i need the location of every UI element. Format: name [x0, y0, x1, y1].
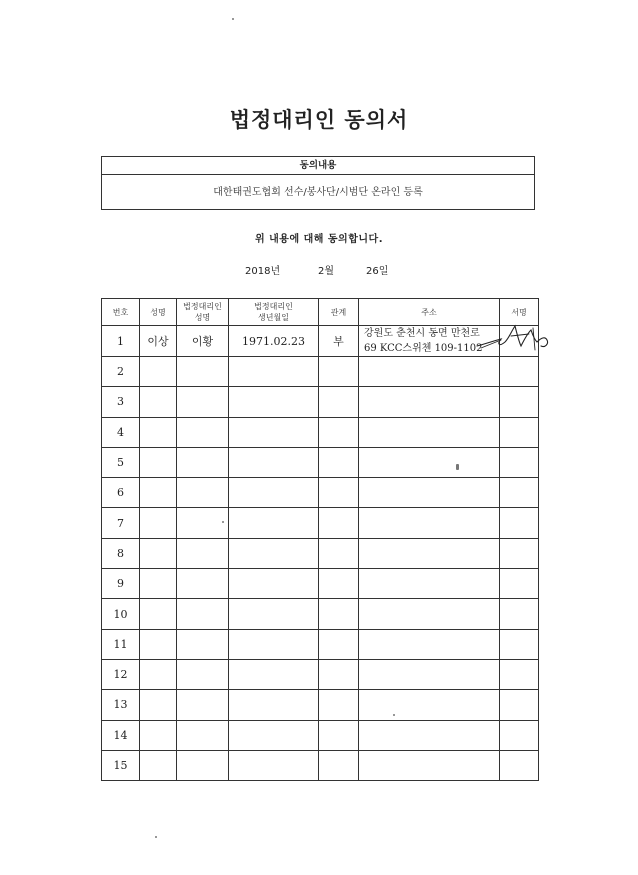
cell-address — [359, 447, 500, 477]
table-row — [102, 357, 539, 387]
table-row — [102, 569, 539, 599]
cell-guardian-name — [177, 659, 229, 689]
table-row — [102, 417, 539, 447]
col-header-signature: 서명 — [500, 299, 539, 326]
cell-guardian-name — [177, 508, 229, 538]
table-row — [102, 659, 539, 689]
cell-guardian-name — [177, 750, 229, 780]
cell-signature — [500, 357, 539, 387]
cell-no: 15 — [102, 750, 140, 780]
cell-relation — [319, 478, 359, 508]
date-line — [0, 262, 638, 276]
cell-address — [359, 387, 500, 417]
cell-guardian-name — [177, 387, 229, 417]
cell-address — [359, 508, 500, 538]
cell-relation — [319, 538, 359, 568]
cell-relation — [319, 599, 359, 629]
cell-guardian-name — [177, 690, 229, 720]
cell-signature — [500, 508, 539, 538]
table-row — [102, 690, 539, 720]
cell-relation — [319, 357, 359, 387]
cell-no: 5 — [102, 447, 140, 477]
cell-signature — [500, 629, 539, 659]
cell-name — [140, 447, 177, 477]
scan-speck — [232, 18, 234, 20]
date-year: 2018년 — [245, 266, 281, 277]
table-row — [102, 599, 539, 629]
cell-name — [140, 690, 177, 720]
cell-address — [359, 417, 500, 447]
table-row — [102, 629, 539, 659]
table-row — [102, 478, 539, 508]
cell-name — [140, 720, 177, 750]
col-header-name: 성명 — [140, 299, 177, 326]
col-header-no: 번호 — [102, 299, 140, 326]
cell-address — [359, 538, 500, 568]
cell-guardian-birth — [229, 690, 319, 720]
agreement-statement: 위 내용에 대해 동의합니다. — [254, 234, 383, 245]
cell-no: 6 — [102, 478, 140, 508]
cell-relation: 부 — [319, 326, 359, 357]
cell-no: 8 — [102, 538, 140, 568]
cell-address — [359, 569, 500, 599]
cell-signature — [500, 447, 539, 477]
consent-box — [101, 156, 535, 210]
cell-address — [359, 478, 500, 508]
cell-address — [359, 599, 500, 629]
cell-guardian-birth — [229, 447, 319, 477]
cell-no: 7 — [102, 508, 140, 538]
cell-guardian-name — [177, 538, 229, 568]
handwritten-signature — [475, 320, 555, 356]
cell-address: 강원도 춘천시 동면 만천로 69 KCC스위첸 109-1102 — [359, 326, 500, 357]
date-month: 2월 — [318, 266, 335, 277]
cell-name — [140, 417, 177, 447]
cell-signature — [500, 417, 539, 447]
cell-signature — [500, 478, 539, 508]
cell-guardian-birth — [229, 387, 319, 417]
col-header-address: 주소 — [359, 299, 500, 326]
cell-relation — [319, 569, 359, 599]
cell-name — [140, 629, 177, 659]
cell-guardian-birth — [229, 417, 319, 447]
cell-address — [359, 629, 500, 659]
cell-relation — [319, 720, 359, 750]
cell-no: 12 — [102, 659, 140, 689]
cell-relation — [319, 508, 359, 538]
cell-guardian-name — [177, 599, 229, 629]
cell-guardian-birth — [229, 659, 319, 689]
cell-name — [140, 659, 177, 689]
cell-guardian-birth — [229, 750, 319, 780]
cell-name — [140, 569, 177, 599]
scan-mark — [456, 464, 459, 470]
cell-name — [140, 478, 177, 508]
cell-guardian-birth — [229, 720, 319, 750]
cell-signature — [500, 599, 539, 629]
scan-speck — [222, 521, 224, 523]
cell-guardian-name — [177, 569, 229, 599]
cell-guardian-birth — [229, 538, 319, 568]
col-header-guardian-birth: 법정대리인 생년월일 — [229, 299, 319, 326]
table-header-row — [102, 299, 539, 326]
consent-header: 동의내용 — [102, 157, 534, 175]
date-day: 26일 — [366, 266, 389, 277]
cell-guardian-name — [177, 417, 229, 447]
cell-relation — [319, 417, 359, 447]
cell-name — [140, 538, 177, 568]
cell-name — [140, 357, 177, 387]
cell-relation — [319, 690, 359, 720]
col-header-relation: 관계 — [319, 299, 359, 326]
cell-guardian-name — [177, 447, 229, 477]
cell-guardian-name — [177, 629, 229, 659]
cell-guardian-name — [177, 720, 229, 750]
scan-speck — [155, 836, 157, 838]
cell-guardian-name — [177, 478, 229, 508]
cell-relation — [319, 659, 359, 689]
cell-no: 10 — [102, 599, 140, 629]
table-row — [102, 720, 539, 750]
cell-relation — [319, 750, 359, 780]
cell-guardian-birth — [229, 599, 319, 629]
page-title: 법정대리인 동의서 — [229, 108, 409, 132]
cell-no: 4 — [102, 417, 140, 447]
cell-signature — [500, 690, 539, 720]
cell-name — [140, 599, 177, 629]
cell-signature — [500, 387, 539, 417]
cell-guardian-birth — [229, 357, 319, 387]
cell-address — [359, 357, 500, 387]
cell-no: 9 — [102, 569, 140, 599]
cell-no: 3 — [102, 387, 140, 417]
cell-address — [359, 659, 500, 689]
cell-no: 2 — [102, 357, 140, 387]
cell-name — [140, 750, 177, 780]
cell-guardian-birth — [229, 508, 319, 538]
cell-address — [359, 750, 500, 780]
cell-no: 14 — [102, 720, 140, 750]
cell-name — [140, 508, 177, 538]
table-row — [102, 508, 539, 538]
cell-signature — [500, 659, 539, 689]
cell-guardian-birth — [229, 629, 319, 659]
cell-address — [359, 690, 500, 720]
cell-relation — [319, 387, 359, 417]
cell-signature — [500, 569, 539, 599]
col-header-guardian-name: 법정대리인 성명 — [177, 299, 229, 326]
guardian-table — [101, 298, 539, 781]
cell-no: 11 — [102, 629, 140, 659]
table-row — [102, 326, 539, 357]
cell-signature — [500, 538, 539, 568]
cell-address — [359, 720, 500, 750]
table-row — [102, 447, 539, 477]
cell-guardian-birth — [229, 569, 319, 599]
cell-signature — [500, 720, 539, 750]
cell-guardian-birth — [229, 478, 319, 508]
cell-relation — [319, 629, 359, 659]
cell-relation — [319, 447, 359, 477]
cell-signature — [500, 750, 539, 780]
cell-guardian-name: 이황 — [177, 326, 229, 357]
scan-speck — [393, 714, 395, 716]
cell-no: 13 — [102, 690, 140, 720]
table-row — [102, 750, 539, 780]
cell-guardian-name — [177, 357, 229, 387]
table-row — [102, 538, 539, 568]
cell-no: 1 — [102, 326, 140, 357]
cell-name: 이상 — [140, 326, 177, 357]
table-row — [102, 387, 539, 417]
cell-guardian-birth: 1971.02.23 — [229, 326, 319, 357]
cell-name — [140, 387, 177, 417]
consent-content: 대한태권도협회 선수/봉사단/시범단 온라인 등록 — [213, 187, 423, 198]
